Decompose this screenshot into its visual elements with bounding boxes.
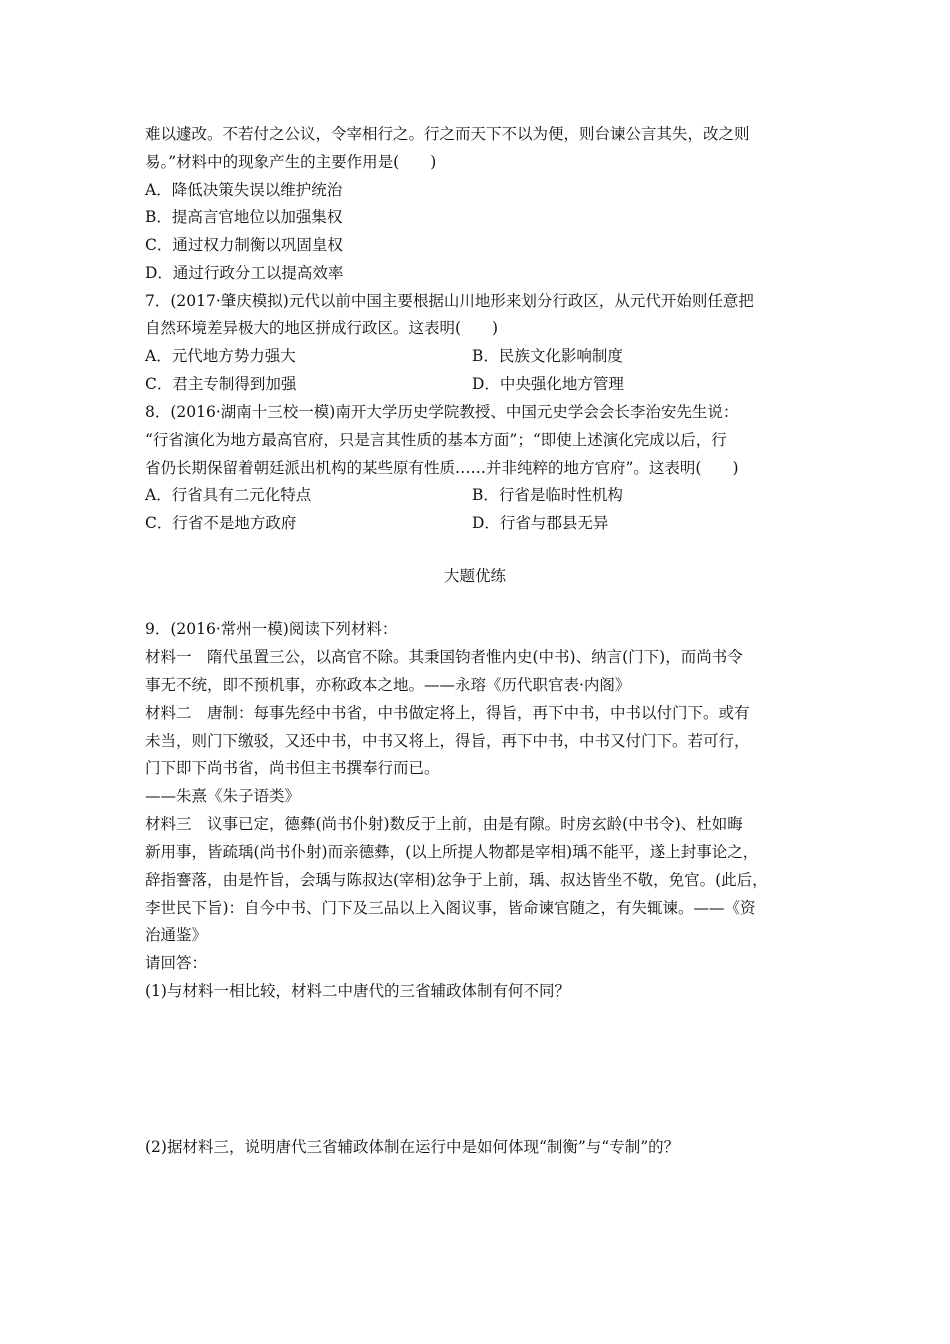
q7-option-b: B．民族文化影响制度 (472, 347, 623, 365)
q9-subquestion-2: (2)据材料三，说明唐代三省辅政体制在运行中是如何体现“制衡”与“专制”的？ (145, 1138, 680, 1156)
q6-stem-line-2: 易。”材料中的现象产生的主要作用是( ) (145, 153, 437, 171)
q9-material3-line-1: 材料三 议事已定，德彝(尚书仆射)数反于上前，由是有隙。时房玄龄(中书令)、杜如晦 (145, 815, 743, 833)
q9-answer-prompt: 请回答： (145, 954, 208, 972)
q8-option-a: A．行省具有二元化特点 (145, 486, 312, 504)
q8-option-b: B．行省是临时性机构 (472, 486, 623, 504)
q9-material1-line-2: 事无不统，即不预机事，亦称政本之地。——永瑢《历代职官表·内阁》 (145, 676, 631, 694)
q9-material3-line-4: 李世民下旨)：自今中书、门下及三品以上入阁议事，皆命谏官随之，有失辄谏。——《资 (145, 899, 756, 917)
q7-option-d: D．中央强化地方管理 (472, 375, 624, 393)
q6-option-c: C．通过权力制衡以巩固皇权 (145, 236, 343, 254)
q6-option-b: B．提高言官地位以加强集权 (145, 208, 343, 226)
q8-option-d: D．行省与郡县无异 (472, 514, 609, 532)
q8-stem-line-2: “行省演化为地方最高官府，只是言其性质的基本方面”；“即使上述演化完成以后，行 (145, 431, 727, 449)
q9-material2-source: ——朱熹《朱子语类》 (145, 787, 301, 805)
q9-material2-line-3: 门下即下尚书省，尚书但主书撰奉行而已。 (145, 759, 440, 777)
q9-material3-line-5: 治通鉴》 (145, 926, 208, 944)
q9-subquestion-1: (1)与材料一相比较，材料二中唐代的三省辅政体制有何不同？ (145, 982, 570, 1000)
q9-material3-line-2: 新用事，皆疏瑀(尚书仆射)而亲德彝，(以上所提人物都是宰相)瑀不能平，遂上封事论之， (145, 843, 759, 861)
q8-option-c: C．行省不是地方政府 (145, 514, 297, 532)
q6-option-d: D．通过行政分工以提高效率 (145, 264, 344, 282)
section-title: 大题优练 (443, 567, 506, 585)
q7-option-a: A．元代地方势力强大 (145, 347, 296, 365)
q7-stem-line-1: 7．(2017·肇庆模拟)元代以前中国主要根据山川地形来划分行政区，从元代开始则任意把 (145, 292, 754, 310)
q9-material3-line-3: 辞指謇落，由是忤旨，会瑀与陈叔达(宰相)忿争于上前，瑀、叔达皆坐不敬，免官。(此后， (145, 871, 768, 889)
q6-stem-line-1: 难以遽改。不若付之公议，令宰相行之。行之而天下不以为便，则台谏公言其失，改之则 (145, 125, 750, 143)
q9-stem: 9．(2016·常州一模)阅读下列材料： (145, 620, 398, 638)
q7-option-c: C．君主专制得到加强 (145, 375, 297, 393)
q9-material1-line-1: 材料一 隋代虽置三公，以高官不除。其秉国钧者惟内史(中书)、纳言(门下)，而尚书令 (145, 648, 743, 666)
q8-stem-line-3: 省仍长期保留着朝廷派出机构的某些原有性质……并非纯粹的地方官府”。这表明( ) (145, 459, 739, 477)
q6-option-a: A．降低决策失误以维护统治 (145, 181, 343, 199)
q7-stem-line-2: 自然环境差异极大的地区拼成行政区。这表明( ) (145, 319, 499, 337)
q8-stem-line-1: 8．(2016·湖南十三校一模)南开大学历史学院教授、中国元史学会会长李治安先生说： (145, 403, 739, 421)
q9-material2-line-2: 未当，则门下缴驳，又还中书，中书又将上，得旨，再下中书，中书又付门下。若可行， (145, 732, 750, 750)
q9-material2-line-1: 材料二 唐制：每事先经中书省，中书做定将上，得旨，再下中书，中书以付门下。或有 (145, 704, 750, 722)
